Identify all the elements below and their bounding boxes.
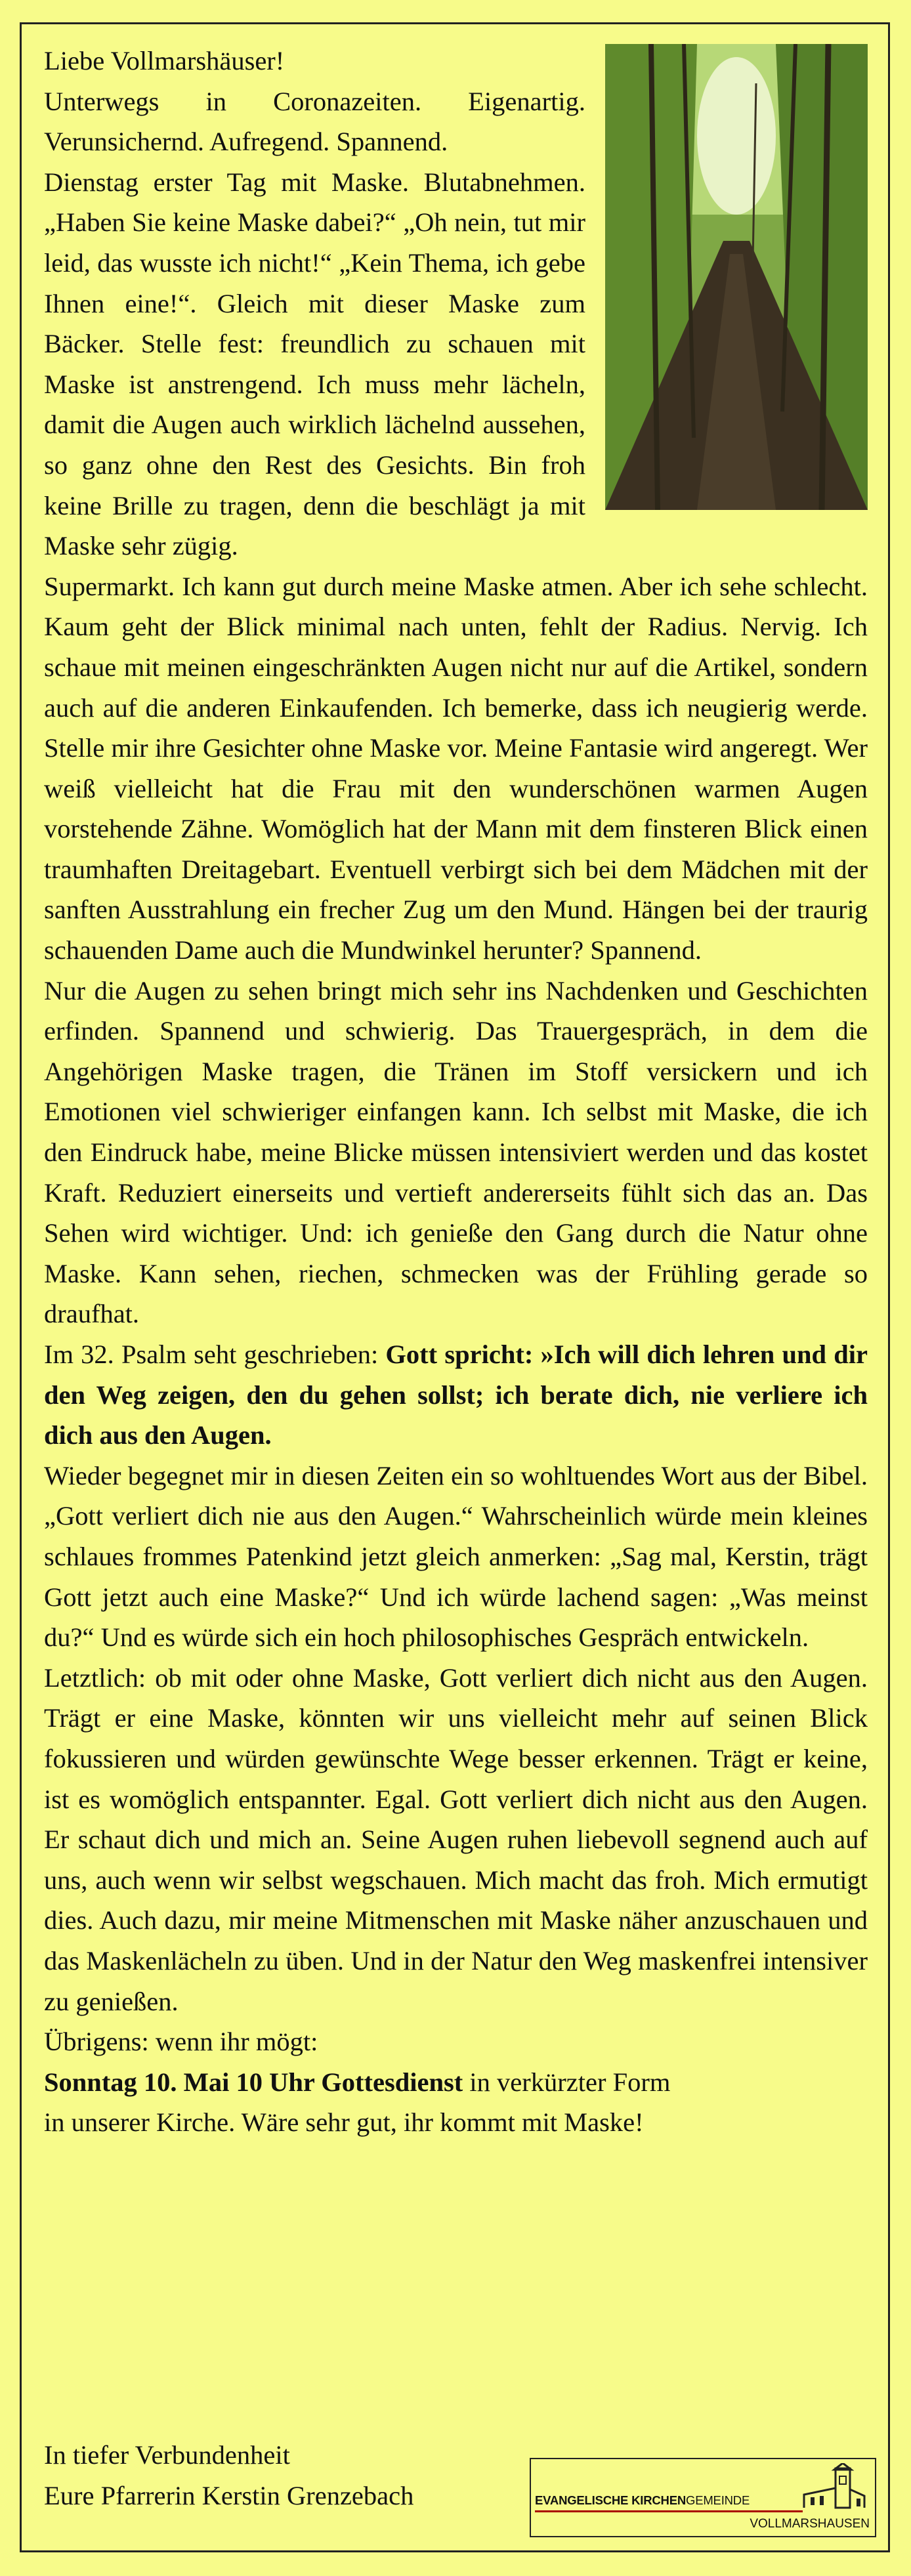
service-notice <box>44 2062 868 2103</box>
paragraph: Nur die Augen zu sehen bringt mich sehr ins Nachdenken und Geschichten erfinden. Spannend und schwierig. Das Trauergespräch, in dem die Angehörigen Maske tragen, die Tränen im Stoff versickern und ich Emotionen viel schwieriger einfangen kann. Ich selbst mit Maske, die ich den Eindruck habe, meine Blicke müssen intensiviert werden und das kostet Kraft. Reduziert einerseits und vertieft andererseits fühlt sich das an. Das Sehen wird wichtiger. Und: ich genieße den Gang durch die Natur ohne Maske. Kann sehen, riechen, schmecken was der Frühling gerade so draufhat. <box>44 975 868 1329</box>
paragraph: Letztlich: ob mit oder ohne Maske, Gott verliert dich nicht aus den Augen. Trägt er eine Maske, könnten wir uns vielleicht mehr auf seinen Blick fokussieren und würden gewünschte Wege besser erkennen. Trägt er keine, ist es womöglich entspannter. Egal. Gott verliert dich nicht aus den Augen. Er schaut dich und mich an. Seine Augen ruhen liebevoll segnend auch auf uns, auch wenn wir selbst wegschauen. Mich macht das froh. Mich ermutigt dies. Auch dazu, mir meine Mitmenschen mit Maske näher anzuschauen und das Maskenlächeln zu üben. Und in der Natur den Weg maskenfrei intensiver zu genießen. <box>44 1662 868 2016</box>
psalm-quote: Gott spricht: »Ich will dich lehren und dir den Weg zeigen, den du gehen sollst; ich berate dich, nie verliere ich dich aus den Augen. <box>44 1340 868 1450</box>
logo-name <box>535 2493 750 2508</box>
closing-line: In tiefer Verbundenheit <box>44 2440 290 2470</box>
church-logo <box>530 2458 876 2537</box>
psalm-intro: Im 32. Psalm seht geschrieben: <box>44 1340 386 1369</box>
paragraph: Wieder begegnet mir in diesen Zeiten ein so wohltuendes Wort aus der Bibel. „Gott verliert dich nie aus den Augen.“ Wahrscheinlich würde mein kleines schlaues frommes Patenkind jetzt gleich anmerken: „Sag mal, Kerstin, trägt Gott jetzt auch eine Maske?“ Und ich würde lachend sagen: „Was meinst du?“ Und es würde sich ein hoch philosophisches Gespräch entwickeln. <box>44 1460 868 1653</box>
psalm-paragraph <box>44 1334 868 1456</box>
service-date: Sonntag 10. Mai 10 Uhr Gottesdienst <box>44 2067 463 2097</box>
closing <box>44 2435 413 2516</box>
greeting: Liebe Vollmarshäuser! <box>44 46 285 75</box>
church-icon <box>801 2463 867 2513</box>
logo-accent-line <box>535 2510 803 2512</box>
paragraph: Übrigens: wenn ihr mögt: <box>44 2027 318 2057</box>
service-text: in verkürzter Form <box>463 2067 671 2097</box>
logo-name-part1: EVANGELISCHE KIRCHEN <box>535 2493 687 2507</box>
forest-path-photo <box>605 44 868 510</box>
logo-name-part2: GEMEINDE <box>686 2493 750 2507</box>
signature: Eure Pfarrerin Kerstin Grenzebach <box>44 2480 414 2510</box>
paragraph: Unterwegs in Coronazeiten. Eigenartig. Verunsichernd. Aufregend. Spannend. <box>44 86 585 157</box>
paragraph: Supermarkt. Ich kann gut durch meine Maske atmen. Aber ich sehe schlecht. Kaum geht der Blick minimal nach unten, fehlt der Radius. Nervig. Ich schaue mit meinen eingeschränkten Augen nicht nur auf die Artikel, sondern auch auf die anderen Einkaufenden. Ich bemerke, dass ich neugierig werde. Stelle mir ihre Gesichter ohne Maske vor. Meine Fantasie wird angeregt. Wer weiß vielleicht hat die Frau mit den wunderschönen warmen Augen vorstehende Zähne. Womöglich hat der Mann mit dem finsteren Blick einen traumhaften Dreitagebart. Eventuell verbirgt sich bei dem Mädchen mit der sanften Ausstrahlung ein frecher Zug um den Mund. Hängen bei der traurig schauenden Dame auch die Mundwinkel herunter? Spannend. <box>44 571 868 965</box>
logo-place: VOLLMARSHAUSEN <box>750 2517 870 2531</box>
article-body <box>44 41 868 2143</box>
paragraph: Dienstag erster Tag mit Maske. Blutabnehmen. „Haben Sie keine Maske dabei?“ „Oh nein, tut mir leid, das wusste ich nicht!“ „Kein Thema, ich gebe Ihnen eine!“. Gleich mit dieser Maske zum Bäcker. Stelle fest: freundlich zu schauen mit Maske ist anstrengend. Ich muss mehr lächeln, damit die Augen auch wirklich lächelnd aussehen, so ganz ohne den Rest des Gesichts. Bin froh keine Brille zu tragen, denn die beschlägt ja mit Maske sehr zügig. <box>44 167 585 561</box>
service-notice-line2: in unserer Kirche. Wäre sehr gut, ihr kommt mit Maske! <box>44 2107 644 2138</box>
